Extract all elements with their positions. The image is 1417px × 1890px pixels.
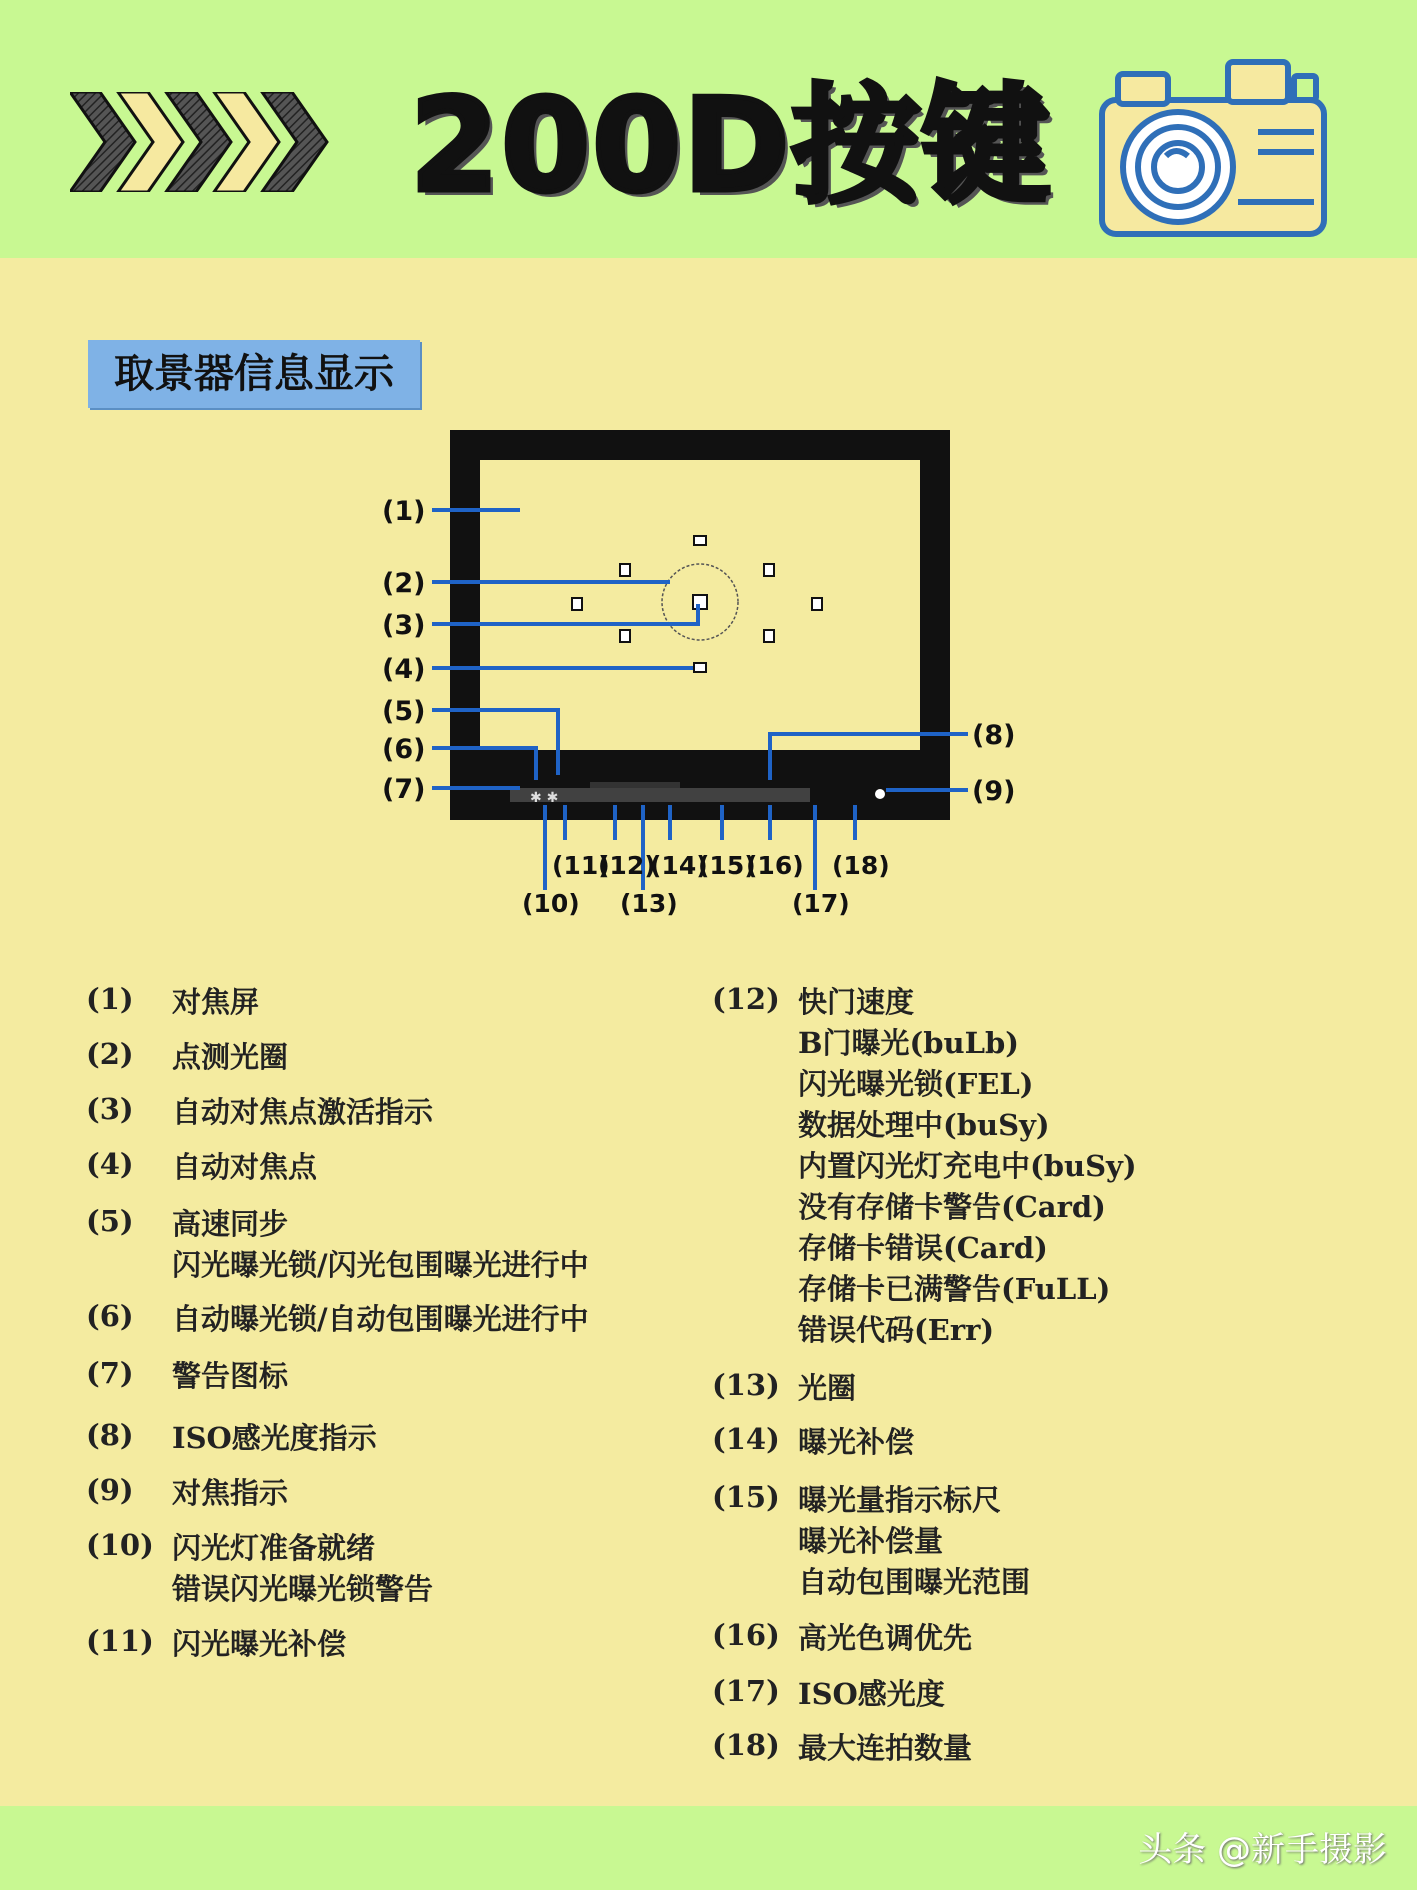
callout-4: (4) — [382, 654, 426, 685]
page-title: 200D按键 — [410, 72, 1052, 221]
callout-5: (5) — [382, 696, 426, 727]
callout-9: (9) — [972, 776, 1016, 807]
callout-12: (12) — [598, 851, 656, 880]
callout-15: (15) — [698, 851, 756, 880]
callout-17: (17) — [792, 889, 850, 918]
callout-13: (13) — [620, 889, 678, 918]
callout-10: (10) — [522, 889, 580, 918]
chevron-arrows-icon — [70, 92, 350, 192]
focus-confirmation-dot — [875, 789, 885, 799]
camera-icon — [1088, 52, 1338, 252]
callout-14: (14) — [650, 851, 708, 880]
callout-3: (3) — [382, 610, 426, 641]
header-banner — [0, 0, 1417, 258]
callout-2: (2) — [382, 568, 426, 599]
callout-1: (1) — [382, 496, 426, 527]
callout-7: (7) — [382, 774, 426, 805]
legend-list-left: (1) 对焦屏 (2) 点测光圈 (3) 自动对焦点激活指示 (4) 自动对焦点 (5) 高速同步 闪光曝光锁/闪光包围曝光进行中 (6) 自动曝光锁/自动包围曝光进行中 (7) 警告图标 (8) ISO感光度指示 (9) 对焦指示 (10) 闪光灯准备就绪 错误闪光曝光锁警告 (11) 闪光曝光补偿 — [86, 982, 589, 1661]
callout-11: (11) — [552, 851, 610, 880]
section-label: 取景器信息显示 — [88, 340, 420, 408]
viewfinder-diagram — [360, 420, 1040, 940]
svg-text:✱ ✱: ✱ ✱ — [530, 790, 559, 806]
callout-8: (8) — [972, 720, 1016, 751]
watermark: 头条 @新手摄影 — [1138, 1830, 1387, 1870]
callout-6: (6) — [382, 734, 426, 765]
legend-list-right: (12) 快门速度 B门曝光(buLb) 闪光曝光锁(FEL) 数据处理中(buSy) 内置闪光灯充电中(buSy) 没有存储卡警告(Card) 存储卡错误(Card) 存储卡已满警告(FuLL) 错误代码(Err) (13) 光圈 (14) 曝光补偿 (15) 曝光量指示标尺 曝光补偿量 自动包围曝光范围 (16) 高光色调优先 (17) ISO感光度 (18) 最大连拍数量 — [712, 982, 1137, 1765]
callout-16: (16) — [746, 851, 804, 880]
callout-18: (18) — [832, 851, 890, 880]
